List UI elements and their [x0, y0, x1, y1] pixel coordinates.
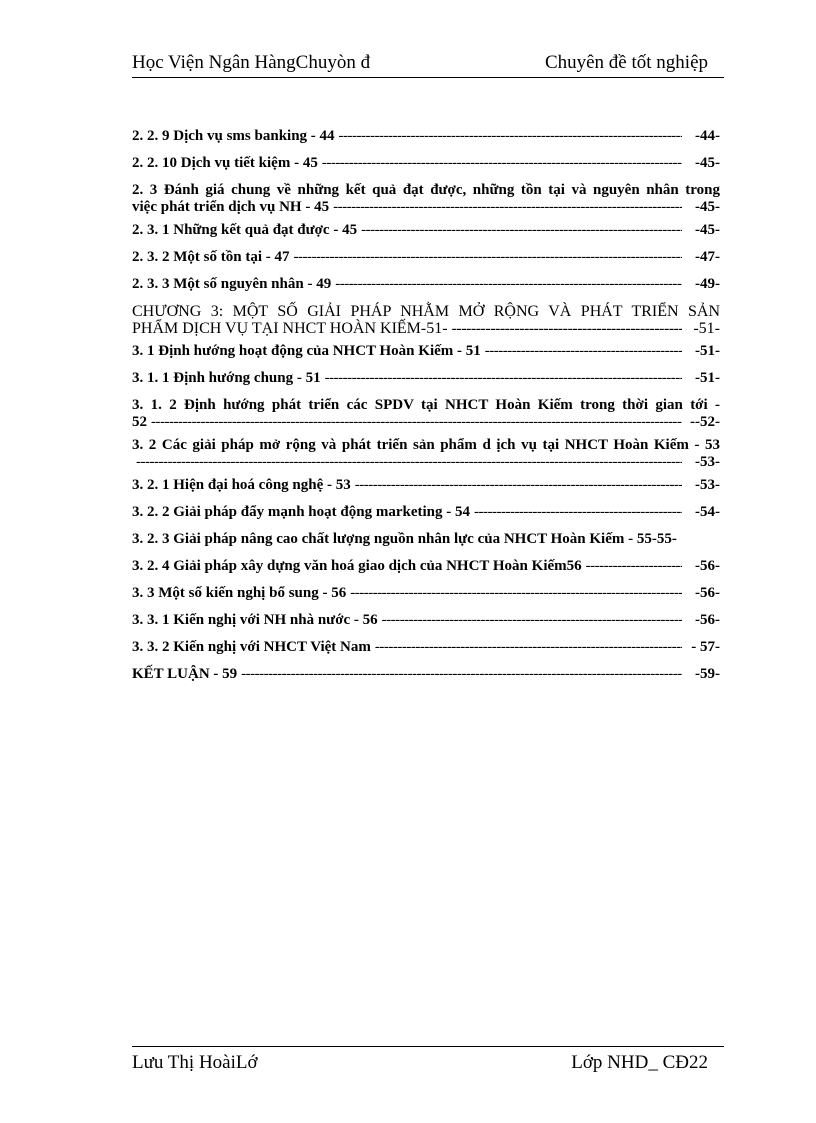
toc-entry-page: -59- [695, 666, 720, 682]
header-divider [132, 77, 724, 78]
table-of-contents [132, 128, 720, 693]
toc-entry[interactable] [132, 343, 720, 360]
toc-entry-page: -56- [695, 612, 720, 628]
toc-entry[interactable] [132, 612, 720, 629]
toc-entry-page: -45- [695, 222, 720, 238]
toc-entry-page: -51- [695, 370, 720, 386]
toc-entry-page: -47- [695, 249, 720, 265]
toc-entry-page: -45- [695, 155, 720, 171]
toc-entry-page: - 57- [691, 639, 720, 655]
toc-entry[interactable] [132, 276, 720, 293]
toc-entry[interactable] [132, 558, 720, 575]
toc-leader [382, 612, 682, 629]
toc-leader [151, 414, 682, 431]
toc-entry-text-line1: 3. 2 Các giải pháp mở rộng và phát triển sản phẩm d ịch vụ tại NHCT Hoàn Kiếm - 53 [132, 437, 720, 453]
toc-entry[interactable] [132, 639, 720, 656]
toc-entry-page: -45- [695, 199, 720, 215]
toc-entry-text: 2. 2. 9 Dịch vụ sms banking - 44 [132, 128, 335, 144]
toc-leader [333, 199, 682, 216]
toc-entry-text: 3. 1 Định hướng hoạt động của NHCT Hoàn Kiếm - 51 [132, 343, 481, 359]
toc-leader [474, 504, 682, 521]
toc-entry[interactable] [132, 437, 720, 471]
toc-leader [136, 454, 682, 471]
toc-entry-text: 3. 3. 1 Kiến nghị với NH nhà nước - 56 [132, 612, 378, 628]
toc-leader [294, 249, 683, 266]
toc-entry-text: 3. 2. 3 Giải pháp nâng cao chất lượng nguồn nhân lực của NHCT Hoàn Kiếm - 55-55- [132, 531, 677, 547]
toc-entry-page: -49- [695, 276, 720, 292]
toc-entry[interactable] [132, 128, 720, 145]
toc-entry-text: 2. 2. 10 Dịch vụ tiết kiệm - 45 [132, 155, 318, 171]
toc-leader [241, 666, 682, 683]
toc-entry-page: --52- [690, 414, 720, 430]
toc-entry-text: 3. 2. 1 Hiện đại hoá công nghệ - 53 [132, 477, 351, 493]
toc-entry-text: việc phát triển dịch vụ NH - 45 [132, 199, 330, 215]
toc-entry-text: KẾT LUẬN - 59 [132, 666, 238, 682]
toc-leader [355, 477, 682, 494]
toc-leader [452, 320, 682, 337]
toc-entry[interactable] [132, 155, 720, 172]
footer-class: Lớp NHD_ CĐ22 [571, 1052, 708, 1073]
toc-leader [485, 343, 682, 360]
toc-leader [335, 276, 682, 293]
toc-entry-page: -56- [695, 585, 720, 601]
toc-entry-page: -53- [695, 454, 720, 470]
toc-leader [350, 585, 682, 602]
toc-entry[interactable] [132, 504, 720, 521]
toc-entry[interactable] [132, 222, 720, 239]
toc-entry-text: 2. 3. 1 Những kết quả đạt được - 45 [132, 222, 358, 238]
toc-entry-text-line1: 3. 1. 2 Định hướng phát triển các SPDV tại NHCT Hoàn Kiếm trong thời gian tới - [132, 397, 720, 413]
toc-entry-text-line1: CHƯƠNG 3: MỘT SỐ GIẢI PHÁP NHẰM MỞ RỘNG VÀ PHÁT TRIỂN SẢN [132, 303, 720, 320]
footer-divider [132, 1046, 724, 1047]
toc-leader [586, 558, 682, 575]
toc-entry[interactable] [132, 666, 720, 683]
toc-leader [325, 370, 682, 387]
toc-entry-page: -51- [695, 343, 720, 359]
toc-entry-text: 2. 3. 3 Một số nguyên nhân - 49 [132, 276, 332, 292]
toc-leader [322, 155, 682, 172]
toc-entry-text: 2. 3. 2 Một số tồn tại - 47 [132, 249, 290, 265]
toc-entry[interactable] [132, 531, 720, 548]
toc-entry-text-line1: 2. 3 Đánh giá chung về những kết quả đạt được, những tồn tại và nguyên nhân trong [132, 182, 720, 198]
toc-entry[interactable] [132, 370, 720, 387]
toc-entry-text: 52 [132, 414, 147, 430]
footer-author: Lưu Thị HoàiLớ [132, 1052, 258, 1073]
toc-entry-page: -53- [695, 477, 720, 493]
toc-entry-text: 3. 3. 2 Kiến nghị với NHCT Việt Nam [132, 639, 371, 655]
toc-entry[interactable] [132, 182, 720, 216]
toc-chapter-entry[interactable] [132, 303, 720, 337]
toc-entry[interactable] [132, 585, 720, 602]
toc-entry-text: 3. 1. 1 Định hướng chung - 51 [132, 370, 321, 386]
header-school: Học Viện Ngân HàngChuyòn đ [132, 52, 371, 73]
toc-entry-page: -44- [695, 128, 720, 144]
toc-entry-text: 3. 2. 4 Giải pháp xây dựng văn hoá giao dịch của NHCT Hoàn Kiếm56 [132, 558, 582, 574]
toc-entry-text: 3. 3 Một số kiến nghị bổ sung - 56 [132, 585, 347, 601]
toc-leader [339, 128, 682, 145]
toc-entry-page: -51- [693, 320, 720, 337]
toc-entry-page: -56- [695, 558, 720, 574]
header-title: Chuyên đề tốt nghiệp [544, 52, 708, 73]
toc-entry-page: -54- [695, 504, 720, 520]
toc-entry-text: PHẨM DỊCH VỤ TẠI NHCT HOÀN KIẾM-51- [132, 320, 448, 337]
toc-entry[interactable] [132, 477, 720, 494]
toc-leader [375, 639, 682, 656]
toc-leader [361, 222, 682, 239]
toc-entry[interactable] [132, 249, 720, 266]
toc-entry-text: 3. 2. 2 Giải pháp đẩy mạnh hoạt động marketing - 54 [132, 504, 470, 520]
toc-entry[interactable] [132, 397, 720, 431]
